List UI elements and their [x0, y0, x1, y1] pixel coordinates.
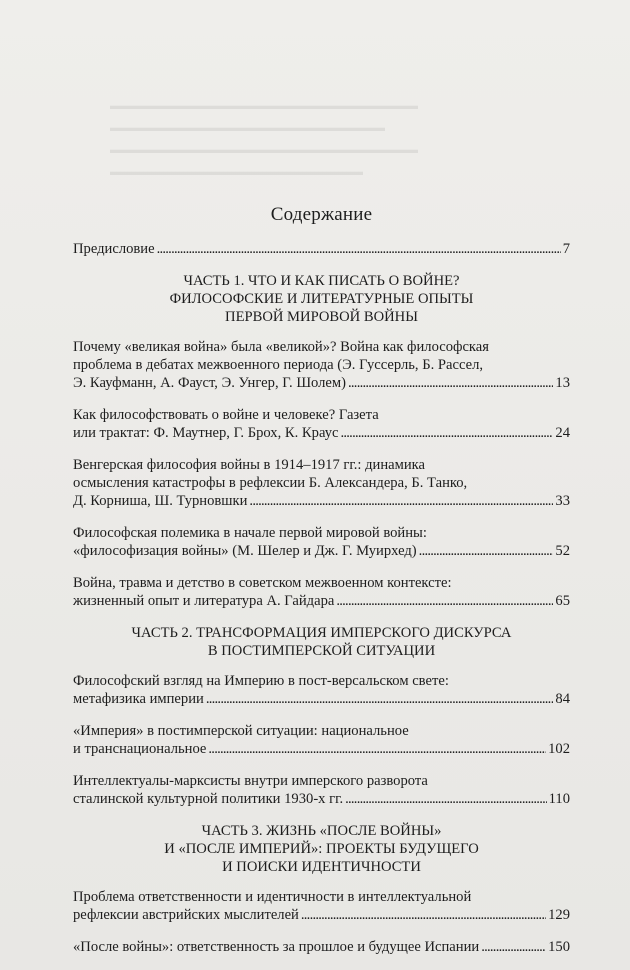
toc-page-number: 65 — [555, 593, 570, 609]
toc-entry-text: Предисловие — [73, 241, 155, 257]
toc-page-number: 150 — [548, 939, 570, 955]
toc-entry-last-line: или трактат: Ф. Маутнер, Г. Брох, К. Краус — [73, 425, 339, 441]
toc-entry-last-line: «философизация войны» (М. Шелер и Дж. Г. Муирхед) — [73, 543, 417, 559]
toc-entry — [73, 722, 570, 758]
toc-entry — [73, 938, 570, 956]
toc-entry-last-line: «После войны»: ответственность за прошлое и будущее Испании — [73, 939, 480, 955]
toc-entry-line: Философская полемика в начале первой мировой войны: — [73, 525, 427, 541]
toc-entry-line: Почему «великая война» была «великой»? Война как философская — [73, 339, 489, 355]
toc-entry-last-line: Д. Корниша, Ш. Турновшки — [73, 493, 248, 509]
toc-entry-line: проблема в дебатах межвоенного периода (Э. Гуссерль, Б. Рассел, — [73, 357, 484, 373]
part-heading-line: И «ПОСЛЕ ИМПЕРИЙ»: ПРОЕКТЫ БУДУЩЕГО — [164, 841, 479, 857]
part-heading-line: ЧАСТЬ 2. ТРАНСФОРМАЦИЯ ИМПЕРСКОГО ДИСКУРСА — [131, 625, 512, 641]
toc-parts — [73, 272, 570, 956]
dot-leader — [336, 592, 553, 610]
toc-entry — [73, 524, 570, 560]
toc-entry — [73, 574, 570, 610]
toc-entry-line: Философский взгляд на Империю в пост-версальском свете: — [73, 673, 449, 689]
dot-leader — [206, 690, 554, 708]
toc-entry — [73, 672, 570, 708]
toc-entry-last-line: метафизика империи — [73, 691, 204, 707]
part-heading-line: ЧАСТЬ 1. ЧТО И КАК ПИСАТЬ О ВОЙНЕ? — [183, 273, 460, 289]
toc-page-number: 84 — [555, 691, 570, 707]
dot-leader — [301, 906, 546, 924]
dot-leader — [340, 424, 553, 442]
toc-entry-last-line: Э. Кауфманн, А. Фауст, Э. Унгер, Г. Шолем) — [73, 375, 347, 391]
part-heading-line: ПЕРВОЙ МИРОВОЙ ВОЙНЫ — [225, 309, 418, 325]
toc-entry-last-line: жизненный опыт и литература А. Гайдара — [73, 593, 335, 609]
toc-entry — [73, 406, 570, 442]
toc-page-number: 24 — [555, 425, 570, 441]
toc-page-number: 7 — [562, 241, 570, 257]
part-heading-line: ЧАСТЬ 3. ЖИЗНЬ «ПОСЛЕ ВОЙНЫ» — [201, 823, 442, 839]
toc-entry-last-line: сталинской культурной политики 1930-х гг. — [73, 791, 344, 807]
toc-page-number: 129 — [548, 907, 570, 923]
table-of-contents — [73, 206, 570, 970]
part-heading-3 — [73, 822, 570, 876]
toc-entry — [73, 338, 570, 392]
dot-leader — [208, 740, 546, 758]
toc-page-number: 102 — [548, 741, 570, 757]
dot-leader — [481, 938, 546, 956]
dot-leader — [157, 240, 561, 258]
toc-entry-line: осмысления катастрофы в рефлексии Б. Александера, Б. Танко, — [73, 475, 468, 491]
part-heading-line: И ПОИСКИ ИДЕНТИЧНОСТИ — [222, 859, 421, 875]
dot-leader — [249, 492, 553, 510]
toc-entry — [73, 888, 570, 924]
dot-leader — [419, 542, 554, 560]
toc-entry-preface — [73, 240, 570, 258]
dot-leader — [348, 374, 553, 392]
toc-entry-line: Интеллектуалы-марксисты внутри имперского разворота — [73, 773, 428, 789]
toc-title: Содержание — [270, 204, 373, 225]
toc-entry-last-line: рефлексии австрийских мыслителей — [73, 907, 299, 923]
toc-entry-line: Проблема ответственности и идентичности в интеллектуальной — [73, 889, 472, 905]
part-heading-line: В ПОСТИМПЕРСКОЙ СИТУАЦИИ — [207, 643, 436, 659]
part-heading-line: ФИЛОСОФСКИЕ И ЛИТЕРАТУРНЫЕ ОПЫТЫ — [169, 291, 474, 307]
part-heading-2 — [73, 624, 570, 660]
toc-entry-line: Война, травма и детство в советском межвоенном контексте: — [73, 575, 452, 591]
toc-entry — [73, 772, 570, 808]
toc-entry-line: Венгерская философия войны в 1914–1917 гг.: динамика — [73, 457, 425, 473]
toc-entry-line: «Империя» в постимперской ситуации: национальное — [73, 723, 409, 739]
toc-entry-line: Как философствовать о войне и человеке? Газета — [73, 407, 379, 423]
bleed-through-text: ▬▬▬▬▬▬▬▬▬▬▬▬▬▬▬▬▬▬▬▬▬▬▬▬▬▬▬▬ ▬▬▬▬▬▬▬▬▬▬▬▬▬▬▬▬▬▬▬▬▬▬▬▬▬ ▬▬▬▬▬▬▬▬▬▬▬▬▬▬▬▬▬▬▬▬▬▬▬▬▬▬▬▬ ▬▬▬▬▬▬▬▬▬▬▬▬▬▬▬▬▬▬▬▬▬▬▬ — [110, 100, 418, 178]
toc-entry-last-line: и транснациональное — [73, 741, 207, 757]
toc-page-number: 33 — [555, 493, 570, 509]
toc-page-number: 52 — [555, 543, 570, 559]
dot-leader — [345, 790, 547, 808]
toc-page-number: 13 — [555, 375, 570, 391]
toc-entry — [73, 456, 570, 510]
toc-page-number: 110 — [548, 791, 570, 807]
part-heading-1 — [73, 272, 570, 326]
